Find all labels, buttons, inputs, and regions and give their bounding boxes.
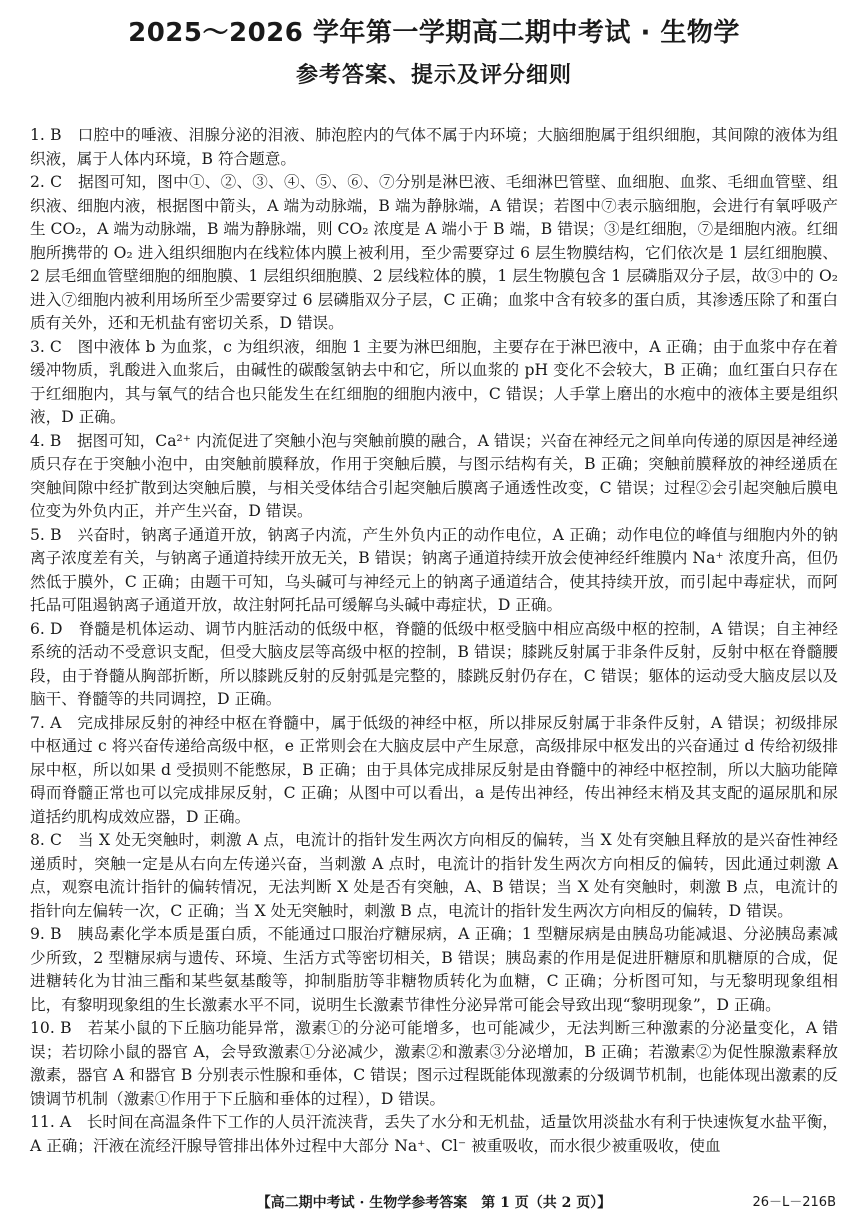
answer-item-7: 7. A 完成排尿反射的神经中枢在脊髓中，属于低级的神经中枢，所以排尿反射属于非条件反射，A 错误；初级排尿中枢通过 c 将兴奋传递给高级中枢，e 正常则会在大脑皮层中产生尿意，高级排尿中枢发出的兴奋通过 d 传给初级排尿中枢，所以如果 d 受损则不能憋尿，B 正确；由于具体完成排尿反射是由脊髓中的神经中枢控制，所以大脑功能障碍而脊髓正常也可以完成排尿反射，C 正确；从图中可以看出，a 是传出神经，传出神经末梢及其支配的逼尿肌和尿道括约肌构成效应器，D 正确。 bbox=[30, 713, 838, 826]
footer-page-label: 【高二期中考试 · 生物学参考答案 第 1 页（共 2 页）】 bbox=[256, 1195, 612, 1211]
footer-doc-code: 26－L－216B bbox=[752, 1195, 836, 1210]
page-title: 2025～2026 学年第一学期高二期中考试 · 生物学 bbox=[128, 18, 740, 48]
answer-item-6: 6. D 脊髓是机体运动、调节内脏活动的低级中枢，脊髓的低级中枢受脑中相应高级中枢的控制，A 错误；自主神经系统的活动不受意识支配，但受大脑皮层等高级中枢的控制，B 错误；膝跳反射属于非条件反射，反射中枢在脊髓腰段，由于脊髓从胸部折断，所以膝跳反射的反射弧是完整的，膝跳反射仍存在，C 错误；躯体的运动受大脑皮层以及脑干、脊髓等的共同调控，D 正确。 bbox=[30, 619, 838, 708]
answer-item-5: 5. B 兴奋时，钠离子通道开放，钠离子内流，产生外负内正的动作电位，A 正确；动作电位的峰值与细胞内外的钠离子浓度差有关，与钠离子通道持续开放无关，B 错误；钠离子通道持续开放会使神经纤维膜内 Na⁺ 浓度升高，但仍然低于膜外，C 正确；由题干可知，乌头碱可与神经元上的钠离子通道结合，使其持续开放，而引起中毒症状，而阿托品可阻遏钠离子通道开放，故注射阿托品可缓解乌头碱中毒症状，D 正确。 bbox=[30, 525, 838, 614]
answer-item-3: 3. C 图中液体 b 为血浆，c 为组织液，细胞 1 主要为淋巴细胞，主要存在于淋巴液中，A 正确；由于血浆中存在着缓冲物质，乳酸进入血浆后，由碱性的碳酸氢钠去中和它，所以血浆的 pH 变化不会较大，B 正确；血红蛋白只存在于红细胞内，其与氧气的结合也只能发生在红细胞的细胞内液中，C 错误；人手掌上磨出的水疱中的液体主要是组织液，D 正确。 bbox=[30, 337, 838, 426]
answer-item-2: 2. C 据图可知，图中①、②、③、④、⑤、⑥、⑦分别是淋巴液、毛细淋巴管壁、血细胞、血浆、毛细血管壁、组织液、细胞内液，根据图中箭头，A 端为动脉端，B 端为静脉端，A 错误；若图中⑦表示脑细胞，会进行有氧呼吸产生 CO₂，A 端为动脉端，B 端为静脉端，则 CO₂ 浓度是 A 端小于 B 端，B 错误；③是红细胞，⑦是细胞内液。红细胞所携带的 O₂ 进入组织细胞内在线粒体内膜上被利用，至少需要穿过 6 层生物膜结构，它们依次是 1 层红细胞膜、2 层毛细血管壁细胞的细胞膜、1 层组织细胞膜、2 层线粒体的膜，1 层生物膜包含 1 层磷脂双分子层，故③中的 O₂ 进入⑦细胞内被利用场所至少需要穿过 6 层磷脂双分子层，C 正确；血浆中含有较多的蛋白质，其渗透压除了和蛋白质有关外，还和无机盐有密切关系，D 错误。 bbox=[30, 173, 838, 332]
answer-item-4: 4. B 据图可知，Ca²⁺ 内流促进了突触小泡与突触前膜的融合，A 错误；兴奋在神经元之间单向传递的原因是神经递质只存在于突触小泡中，由突触前膜释放，作用于突触后膜，与图示结构有关，B 正确；突触前膜释放的神经递质在突触间隙中经扩散到达突触后膜，与相关受体结合引起突触后膜离子通透性改变，C 错误；过程②会引起突触后膜电位变为外负内正，并产生兴奋，D 错误。 bbox=[30, 431, 838, 520]
answer-item-1: 1. B 口腔中的唾液、泪腺分泌的泪液、肺泡腔内的气体不属于内环境；大脑细胞属于组织细胞，其间隙的液体为组织液，属于人体内环境，B 符合题意。 bbox=[30, 126, 838, 168]
page-footer bbox=[0, 1191, 868, 1215]
answer-item-9: 9. B 胰岛素化学本质是蛋白质，不能通过口服治疗糖尿病，A 正确；1 型糖尿病是由胰岛功能减退、分泌胰岛素减少所致，2 型糖尿病与遗传、环境、生活方式等密切相关，B 错误；胰岛素的作用是促进肝糖原和肌糖原的合成，促进糖转化为甘油三酯和某些氨基酸等，抑制脂肪等非糖物质转化为血糖，C 正确；分析图可知，与无黎明现象组相比，有黎明现象组的生长激素水平不同，说明生长激素节律性分泌异常可能会导致出现“黎明现象”，D 正确。 bbox=[30, 925, 838, 1014]
page-subtitle: 参考答案、提示及评分细则 bbox=[295, 63, 572, 88]
answer-item-11: 11. A 长时间在高温条件下工作的人员汗流浃背，丢失了水分和无机盐，适量饮用淡盐水有利于快速恢复水盐平衡，A 正确；汗液在流经汗腺导管排出体外过程中大部分 Na⁺、Cl⁻ 被重吸收，而水很少被重吸收，使血 bbox=[30, 1113, 838, 1155]
answer-list bbox=[30, 124, 838, 1158]
answer-item-8: 8. C 当 X 处无突触时，刺激 A 点，电流计的指针发生两次方向相反的偏转，当 X 处有突触且释放的是兴奋性神经递质时，突触一定是从右向左传递兴奋，当刺激 A 点时，电流计的指针发生两次方向相反的偏转，因此通过刺激 A 点，观察电流计指针的偏转情况，无法判断 X 处是否有突触，A、B 错误；当 X 处有突触时，刺激 B 点，电流计的指针向左偏转一次，C 正确；当 X 处无突触时，刺激 B 点，电流计的指针发生两次方向相反的偏转，D 错误。 bbox=[30, 831, 838, 920]
answer-item-10: 10. B 若某小鼠的下丘脑功能异常，激素①的分泌可能增多，也可能减少，无法判断三种激素的分泌量变化，A 错误；若切除小鼠的器官 A，会导致激素①分泌减少，激素②和激素③分泌增加，B 正确；若激素②为促性腺激素释放激素，器官 A 和器官 B 分别表示性腺和垂体，C 错误；图示过程既能体现激素的分级调节机制，也能体现出激素的反馈调节机制（激素①作用于下丘脑和垂体的过程），D 错误。 bbox=[30, 1019, 838, 1108]
